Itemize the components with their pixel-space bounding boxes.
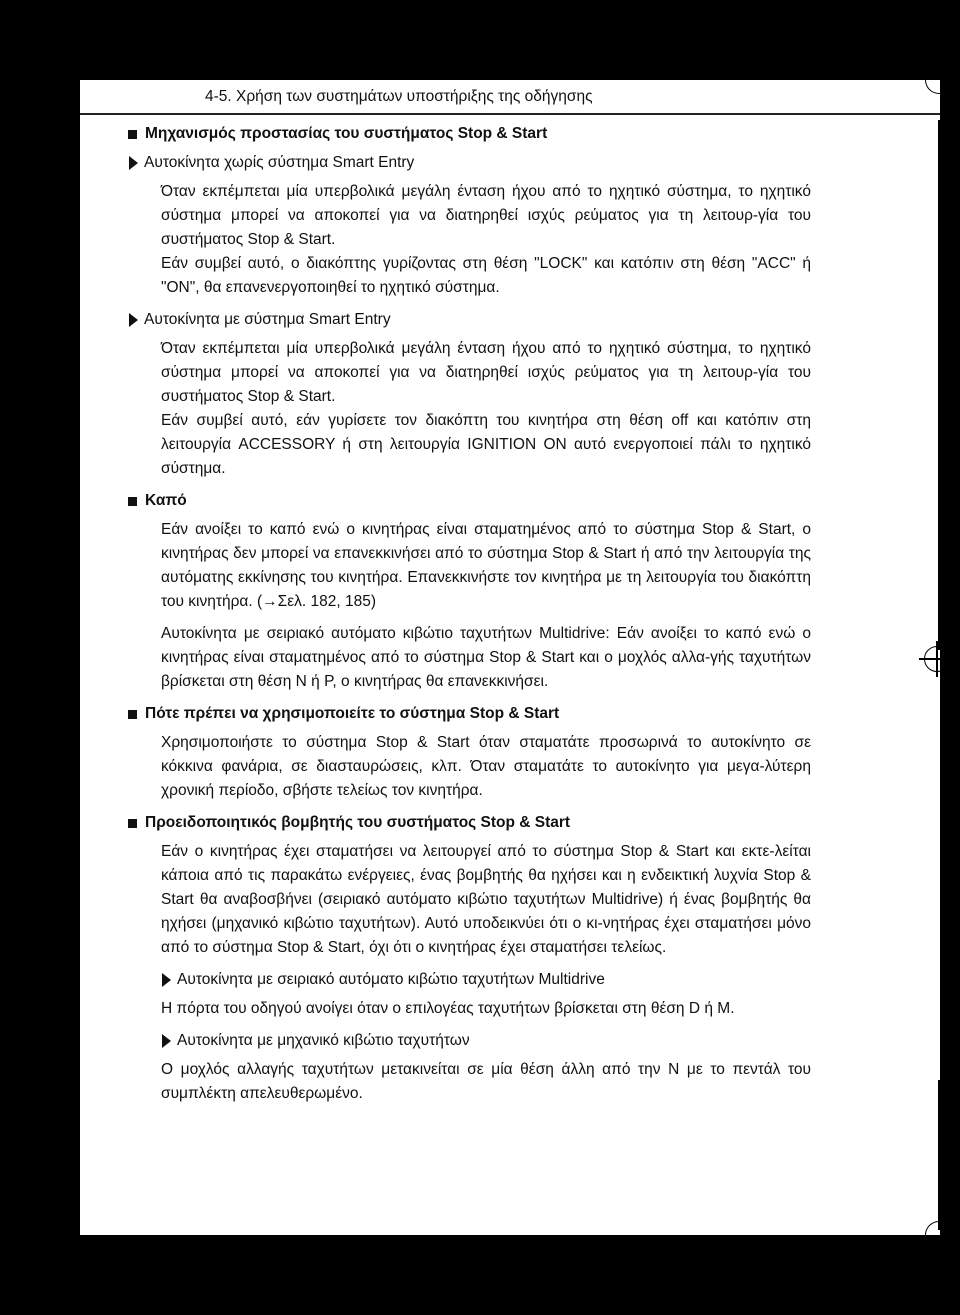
chapter-header-text: 4-5. Χρήση των συστημάτων υποστήριξης της οδήγησης [205, 88, 593, 105]
paragraph-block [161, 622, 811, 694]
square-bullet-icon [128, 819, 137, 828]
square-bullet-icon [128, 497, 137, 506]
subsection-heading [162, 1029, 825, 1053]
paragraph: Εάν ο κινητήρας έχει σταματήσει να λειτουργεί από το σύστημα Stop & Start και εκτε-λείται κάποια από τις παρακάτω ενέργειες, ένας βομβητής θα ηχήσει και η ενδεικτική λυχνία Stop & Start θα αναβοσβήνει (σειριακό αυτόματο κιβώτιο ταχυτήτων Multidrive) ή ένας βομβητής θα ηχήσει (μηχανικό κιβώτιο ταχυτήτων). Αυτό υποδεικνύει ότι ο κι-νητήρας έχει σταματήσει μόνο από το σύστημα Stop & Start, όχι ότι ο κινητήρας έχει σταματήσει τελείως. [161, 843, 811, 956]
subsection-heading [162, 968, 825, 992]
subsection-heading [129, 151, 825, 175]
page-header [80, 80, 940, 115]
manual-page [80, 80, 940, 1235]
page-edge-line-lower [938, 1080, 940, 1230]
subsection-title: Αυτοκίνητα με σειριακό αυτόματο κιβώτιο ταχυτήτων Multidrive [177, 971, 605, 988]
registration-mark-icon [924, 646, 950, 672]
section-title: Καπό [145, 492, 187, 509]
paragraph: Αυτοκίνητα με σειριακό αυτόματο κιβώτιο ταχυτήτων Multidrive: Εάν ανοίξει το καπό ενώ ο κινητήρας είναι σταματημένος από το σύστημα Stop & Start και ο μοχλός αλλα-γής ταχυτήτων βρίσκεται στη θέση N ή P, ο κινητήρας θα επανεκκινήσει. [161, 625, 811, 690]
paragraph: Όταν εκπέμπεται μία υπερβολικά μεγάλη ένταση ήχου από το ηχητικό σύστημα, το ηχητικό σύστημα μπορεί να αποκοπεί για να διατηρηθεί ισχύς ρεύματος για τη λειτουρ-γία του συστήματος Stop & Start. [161, 340, 811, 405]
paragraph-block [161, 337, 811, 481]
section-heading [125, 702, 825, 726]
section-heading [125, 489, 825, 513]
page-edge-line [938, 120, 940, 650]
paragraph: Εάν συμβεί αυτό, ο διακόπτης γυρίζοντας στη θέση "LOCK" και κατόπιν στη θέση "ACC" ή "ON", θα επανενεργοποιηθεί το ηχητικό σύστημα. [161, 255, 811, 296]
paragraph-block [161, 840, 811, 960]
crop-mark-bottom-right [925, 1221, 940, 1235]
paragraph: Όταν εκπέμπεται μία υπερβολικά μεγάλη ένταση ήχου από το ηχητικό σύστημα, το ηχητικό σύστημα μπορεί να αποκοπεί για να διατηρηθεί ισχύς ρεύματος για τη λειτουρ-γία του συστήματος Stop & Start. [161, 183, 811, 248]
square-bullet-icon [128, 130, 137, 139]
paragraph: Η πόρτα του οδηγού ανοίγει όταν ο επιλογέας ταχυτήτων βρίσκεται στη θέση D ή M. [161, 1000, 735, 1017]
subsection-title: Αυτοκίνητα με μηχανικό κιβώτιο ταχυτήτων [177, 1032, 470, 1049]
paragraph-block [161, 518, 811, 614]
subsection-heading [129, 308, 825, 332]
section-heading [125, 811, 825, 835]
section-title: Μηχανισμός προστασίας του συστήματος Stop & Start [145, 125, 548, 142]
paragraph: Εάν συμβεί αυτό, εάν γυρίσετε τον διακόπτη του κινητήρα στη θέση off και κατόπιν στη λειτουργία ACCESSORY ή στη λειτουργία IGNITION ON αυτό ενεργοποιεί πάλι το ηχητικό σύστημα. [161, 412, 811, 477]
paragraph-block [161, 997, 811, 1021]
paragraph: Χρησιμοποιήστε το σύστημα Stop & Start όταν σταματάτε προσωρινά το αυτοκίνητο σε κόκκινα φανάρια, σε διασταυρώσεις, κλπ. Όταν σταματάτε το αυτοκίνητο για μεγα-λύτερη χρονική περίοδο, σβήστε τελείως τον κινητήρα. [161, 734, 811, 799]
paragraph-block [161, 180, 811, 300]
paragraph: Εάν ανοίξει το καπό ενώ ο κινητήρας είναι σταματημένος από το σύστημα Stop & Start, ο κινητήρας δεν μπορεί να επανεκκινήσει από το σύστημα Stop & Start ή από την λειτουργία της αυτόματης εκκίνησης του κινητήρα. Επανεκκινήστε τον κινητήρα με τη λειτουργία του διακόπτη του κινητήρα. (→Σελ. 182, 185) [161, 521, 811, 610]
paragraph-block [161, 731, 811, 803]
paragraph: Ο μοχλός αλλαγής ταχυτήτων μετακινείται σε μία θέση άλλη από την N με το πεντάλ του συμπλέκτη απελευθερωμένο. [161, 1061, 811, 1102]
section-heading [125, 122, 825, 146]
triangle-bullet-icon [129, 156, 138, 170]
triangle-bullet-icon [129, 313, 138, 327]
triangle-bullet-icon [162, 1034, 171, 1048]
subsection-title: Αυτοκίνητα με σύστημα Smart Entry [144, 311, 391, 328]
section-title: Πότε πρέπει να χρησιμοποιείτε το σύστημα Stop & Start [145, 705, 560, 722]
square-bullet-icon [128, 710, 137, 719]
paragraph-block [161, 1058, 811, 1106]
page-content [125, 122, 825, 1114]
section-title: Προειδοποιητικός βομβητής του συστήματος Stop & Start [145, 814, 571, 831]
triangle-bullet-icon [162, 973, 171, 987]
subsection-title: Αυτοκίνητα χωρίς σύστημα Smart Entry [144, 154, 415, 171]
